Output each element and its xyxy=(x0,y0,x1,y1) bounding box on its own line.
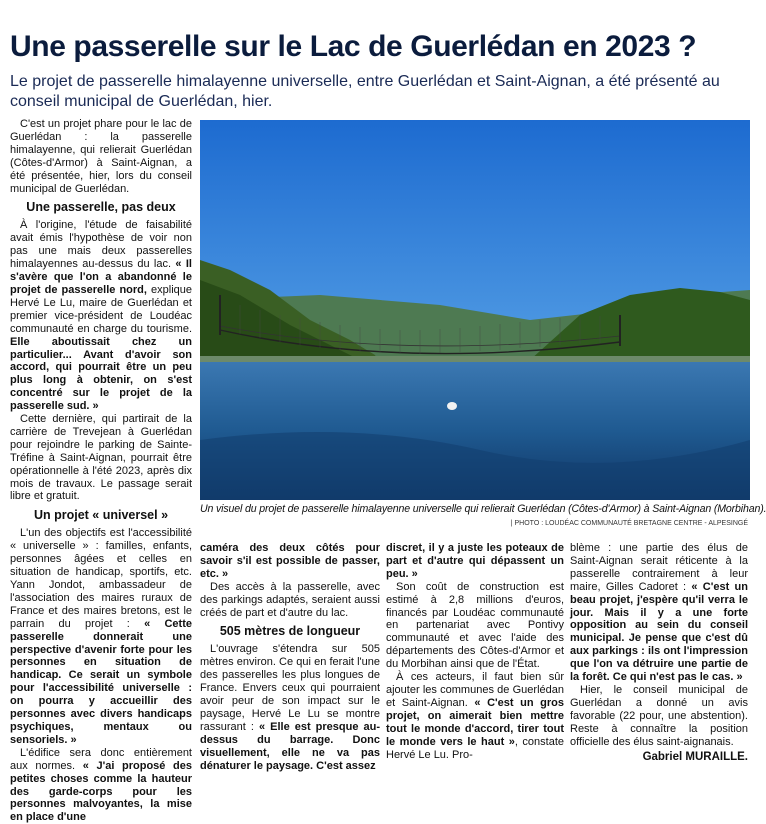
quote: « Il s'avère que l'on a abandonné le projet de passerelle nord, xyxy=(10,258,192,296)
article-column-4 xyxy=(570,542,748,763)
photo-credit: | PHOTO : LOUDÉAC COMMUNAUTÉ BRETAGNE CENTRE - ALPESINGÉ xyxy=(510,520,748,527)
text: L'édifice sera donc entièrement aux normes. xyxy=(10,746,192,772)
article-column-2 xyxy=(200,542,380,773)
quote: discret, il y a juste les poteaux de part et d'autre qui dépassent un peu. » xyxy=(386,542,564,580)
text: , constate Hervé Le Lu. Pro- xyxy=(386,735,564,761)
quote: « C'est un beau projet, j'espère qu'il verra le jour. Mais il y a une forte opposition au sein du conseil municipal. Je pense que c'est dû aux parkings : ils ont l'impression que l'on va détruire une partie de la forêt. Ce qui n'est pas le cas. » xyxy=(570,580,748,684)
text: explique Hervé Le Lu, maire de Guerlédan et premier vice-président de Loudéac communauté en charge du tourisme. xyxy=(10,283,192,335)
lake-photo-illustration xyxy=(200,120,750,500)
paragraph-vote: Hier, le conseil municipal de Guerlédan a donné un avis favorable (22 pour, une abstention). Reste à connaître la position officielle des élus saint-aignanais. xyxy=(570,683,748,748)
paragraph-actors xyxy=(386,671,564,761)
text: À ces acteurs, il faut bien sûr ajouter les communes de Guerlédan et Saint-Aignan. xyxy=(386,671,564,709)
deck: Le projet de passerelle himalayenne universelle, entre Guerlédan et Saint-Aignan, a été présenté au conseil municipal de Guerlédan, hier. xyxy=(10,73,720,110)
headline: Une passerelle sur le Lac de Guerlédan en 2023 ? xyxy=(10,30,697,63)
quote: caméra des deux côtés pour savoir s'il est possible de passer, etc. » xyxy=(200,542,380,580)
intro-paragraph: C'est un projet phare pour le lac de Guerlédan : la passerelle himalayenne, qui relierait Guerlédan (Côtes-d'Armor) à Saint-Aignan, a été présentée, hier, lors du conseil municipal de Guerlédan. xyxy=(10,118,192,195)
text: À l'origine, l'étude de faisabilité avait émis l'hypothèse de voir non pas une mais deux passerelles himalayennes au-dessus du lac. xyxy=(10,219,192,271)
lake-photo xyxy=(200,120,750,500)
text: L'un des objectifs est l'accessibilité « universelle » : familles, enfants, personnes âgées et celles en situation de handicap, sportifs, etc. Yann Jondot, ambassadeur de l'association des maires ruraux de France et des maires bretons, est le parrain du projet : xyxy=(10,527,192,630)
text: L'ouvrage s'étendra sur 505 mètres environ. Ce qui en ferait l'une des passerelles les plus longues de France. Envers ceux qui pourraient avoir peur de son impact sur le paysage, Hervé Le Lu se montre rassurant : xyxy=(200,643,380,733)
subheading-universal: Un projet « universel » xyxy=(33,508,169,523)
paragraph-length xyxy=(200,643,380,772)
paragraph-origin xyxy=(10,219,192,413)
paragraph-norms xyxy=(10,747,192,824)
subheading-length: 505 mètres de longueur xyxy=(219,624,361,639)
text: blème : une partie des élus de Saint-Aignan serait réticente à la passerelle contrairement à leur maire, Gilles Cadoret : xyxy=(570,542,748,593)
article-column-1 xyxy=(10,118,192,824)
paragraph-accessibility xyxy=(10,527,192,746)
quote: Elle aboutissait chez un particulier... Avant d'avoir son accord, qui pourrait être un peu plus long à obtenir, on s'est concentré sur le projet de la passerelle sud. » xyxy=(10,335,192,413)
quote: « Elle est presque au-dessus du barrage. Donc visuellement, elle ne va pas dénaturer le paysage. C'est assez xyxy=(200,720,380,772)
author-signature: Gabriel MURAILLE. xyxy=(642,750,748,763)
paragraph-south-bridge: Cette dernière, qui partirait de la carrière de Trevejean à Guerlédan pour rejoindre le parking de Sainte-Tréfine à Saint-Aignan, pourrait être opérationnelle à l'été 2023, après dix mois de travaux. Le passage serait libre et gratuit. xyxy=(10,413,192,503)
quote: « J'ai proposé des petites choses comme la hauteur des garde-corps pour les personnes malvoyantes, la mise en place d'une xyxy=(10,759,192,824)
quote: « C'est un gros projet, on aimerait bien mettre tout le monde d'accord, tirer tout le monde vers le haut » xyxy=(386,696,564,748)
quote: « Cette passerelle donnerait une perspective d'avenir forte pour les personnes en situation de handicap. Ce serait un symbole pour l'accessibilité universelle : on pourra y accueillir des personnes avec divers handicaps psychiques, mentaux ou sensoriels. » xyxy=(10,617,192,746)
paragraph-discreet xyxy=(386,542,564,581)
paragraph-camera xyxy=(200,542,380,581)
paragraph-problem xyxy=(570,542,748,684)
paragraph-access: Des accès à la passerelle, avec des parkings adaptés, seraient aussi créés de part et d'autre du lac. xyxy=(200,580,380,619)
photo-caption: Un visuel du projet de passerelle himalayenne universelle qui relierait Guerlédan (Côtes-d'Armor) à Saint-Aignan (Morbihan). xyxy=(200,503,766,515)
subheading-one-bridge: Une passerelle, pas deux xyxy=(26,200,176,215)
article-column-3 xyxy=(386,542,564,761)
paragraph-cost: Son coût de construction est estimé à 2,8 millions d'euros, financés par Loudéac communauté en partenariat avec Pontivy communauté et avec l'aide des départements des Côtes-d'Armor et du Morbihan ainsi que de l'État. xyxy=(386,580,564,671)
